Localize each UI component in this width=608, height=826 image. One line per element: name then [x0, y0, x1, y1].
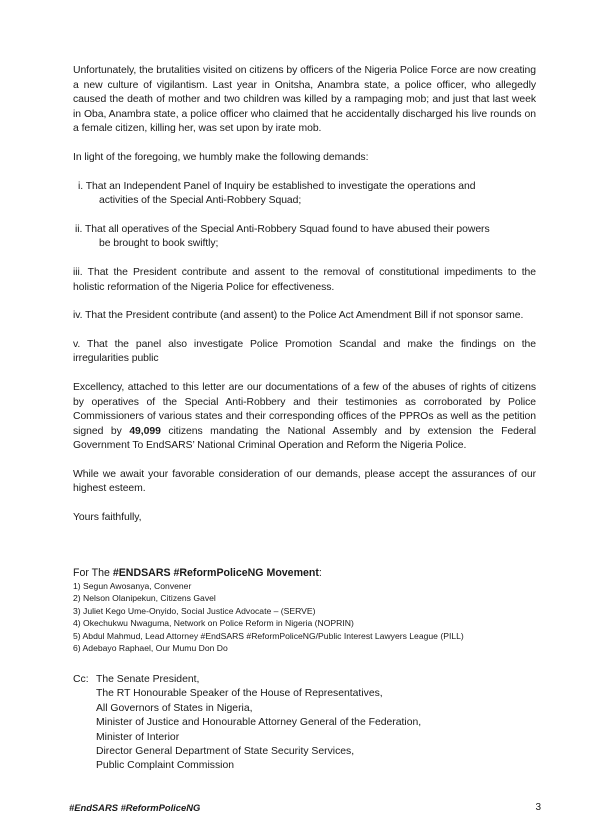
paragraph-excellency	[73, 381, 536, 454]
excellency-text-end: citizens mandating the National Assembly and by extension the Federal Government To EndSARS’ National Criminal Operation and Reform the Nigeria Police.	[73, 425, 536, 452]
letter-body	[73, 64, 536, 540]
demand-item-3	[73, 266, 536, 295]
demand-item-1	[73, 180, 494, 209]
demand-number: iv.	[73, 310, 83, 322]
demand-item-2	[73, 223, 494, 252]
demand-number: v.	[73, 338, 81, 350]
cc-block	[73, 673, 533, 774]
cc-label: Cc:	[73, 674, 89, 685]
signatories-block	[73, 566, 553, 654]
petition-signature-count: 49,099	[129, 425, 161, 437]
signatory-item: 5) Abdul Mahmud, Lead Attorney #EndSARS #ReformPoliceNG/Public Interest Lawyers League (PILL)	[73, 630, 464, 641]
signatory-item: 2) Nelson Olanipekun, Citizens Gavel	[73, 593, 216, 604]
paragraph-demands-intro: In light of the foregoing, we humbly make the following demands:	[73, 151, 369, 163]
signatories-heading	[73, 566, 553, 580]
demand-item-5	[73, 338, 536, 367]
cc-recipient: All Governors of States in Nigeria,	[96, 702, 253, 714]
signatories-prefix: For The	[73, 567, 113, 579]
demand-text: That the President contribute (and assent) to the Police Act Amendment Bill if not sponsor same.	[82, 310, 524, 322]
cc-recipient: Minister of Justice and Honourable Attorney General of the Federation,	[96, 717, 422, 729]
signatories-suffix: :	[318, 567, 322, 579]
footer-hashtags: #EndSARS #ReformPoliceNG	[69, 802, 201, 813]
movement-name: #ENDSARS #ReformPoliceNG Movement	[112, 567, 319, 579]
signatory-item: 3) Juliet Kego Ume-Onyido, Social Justice Advocate – (SERVE)	[73, 605, 316, 616]
signatory-item: 6) Adebayo Raphael, Our Mumu Don Do	[73, 643, 228, 654]
cc-recipient: The Senate President,	[96, 674, 200, 685]
demand-item-4	[73, 309, 536, 324]
signatory-item: 4) Okechukwu Nwaguma, Network on Police Reform in Nigeria (NOPRIN)	[73, 618, 354, 629]
demand-text: That all operatives of the Special Anti-Robbery Squad found to have abused their powers be brought to book swiftly;	[82, 223, 490, 250]
demand-text: That the panel also investigate Police Promotion Scandal and make the findings on the irregularities public	[73, 338, 536, 365]
demand-number: iii.	[73, 266, 83, 278]
excellency-text-start: Excellency, attached to this letter are our documentations of a few of the abuses of rights of citizens by operatives of the Special Anti-Robbery and their testimonies as corroborated by Police Commissioners of various states and their corresponding offices of the PPROs as well as the petition signed by	[73, 381, 536, 437]
cc-recipients-list	[96, 673, 421, 774]
closing-salutation: Yours faithfully,	[73, 512, 142, 524]
page-number: 3	[535, 802, 541, 813]
signatories-list	[73, 580, 553, 654]
page-footer	[69, 802, 541, 813]
cc-recipient: Public Complaint Commission	[96, 760, 235, 772]
demand-text: That the President contribute and assent to the removal of constitutional impediments to the holistic reformation of the Nigeria Police for effectiveness.	[73, 266, 536, 293]
paragraph-vigilantism: Unfortunately, the brutalities visited on citizens by officers of the Nigeria Police Force are now creating a new culture of vigilantism. Last year in Onitsha, Anambra state, a police officer, who allegedly caused the death of mother and two children was killed by a rampaging mob; and just that last week in Oba, Anambra state, a police officer who claimed that he accidentally discharged his live rounds on a female citizen, killing her, was set upon by irate mob.	[73, 65, 536, 135]
demand-text: That an Independent Panel of Inquiry be established to investigate the operations and activities of the Special Anti-Robbery Squad;	[83, 180, 476, 207]
signatory-item: 1) Segun Awosanya, Convener	[73, 581, 192, 591]
cc-recipient: Minister of Interior	[96, 731, 180, 743]
cc-recipient: Director General Department of State Security Services,	[96, 746, 355, 758]
cc-recipient: The RT Honourable Speaker of the House of Representatives,	[96, 688, 383, 700]
paragraph-await: While we await your favorable consideration of our demands, please accept the assurances of our highest esteem.	[73, 468, 536, 495]
demand-number: i.	[78, 180, 84, 192]
demand-number: ii.	[75, 223, 83, 235]
